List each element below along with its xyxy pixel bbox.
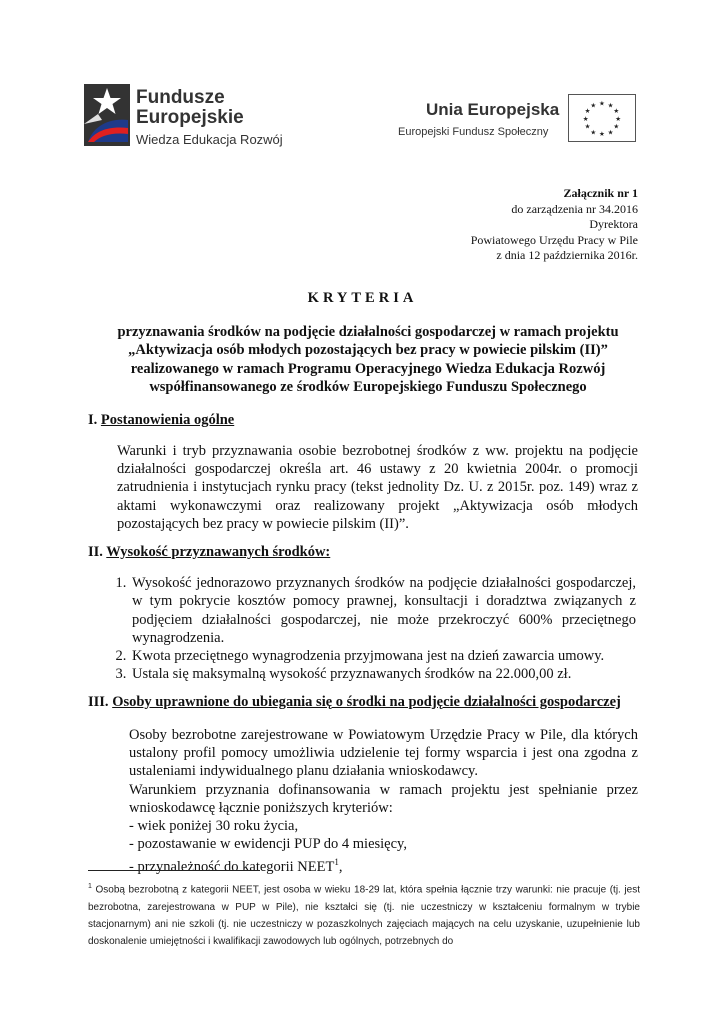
criteria-item: - wiek poniżej 30 roku życia, bbox=[129, 818, 299, 834]
section-number: III. bbox=[88, 694, 109, 710]
fe-star-mark-icon bbox=[84, 84, 130, 146]
subtitle-line: „Aktywizacja osób młodych pozostających bez pracy w powiecie pilskim (II)” bbox=[128, 342, 608, 359]
section-1-text: Warunki i tryb przyznawania osobie bezrobotnej środków z ww. projektu na podjęcie działalności gospodarczej określa art. 46 ustawy z 20 kwietnia 2004r. o promocji zatrudnienia i instytucjach rynku pracy (tekst jednolity Dz. U. z 2015r. poz. 149) wraz z aktami wykonawczymi oraz realizowany projekt „Aktywizacja osób młodych pozostających bez pracy w powiecie pilskim (II)”. bbox=[117, 443, 638, 532]
criteria-item: - pozostawanie w ewidencji PUP do 4 miesięcy, bbox=[129, 836, 407, 852]
subtitle-line: realizowanego w ramach Programu Operacyjnego Wiedza Edukacja Rozwój bbox=[130, 360, 606, 377]
svg-text:★: ★ bbox=[607, 102, 614, 110]
section-title: Osoby uprawnione do ubiegania się o środki na podjęcie działalności gospodarczej bbox=[112, 694, 621, 710]
footnote bbox=[88, 878, 640, 950]
annex-block bbox=[471, 186, 638, 264]
section-number: I. bbox=[88, 412, 98, 428]
ue-logo-line1: Unia Europejska bbox=[426, 100, 560, 119]
footnote-text: Osobą bezrobotną z kategorii NEET, jest osoba w wieku 18-29 lat, która spełnia łącznie trzy warunki: nie pracuje (tj. jest bezrobotna, zarejestrowana w PUP w Pile), nie kształci się (tj. nie uczestniczy w kształceniu formalnym w trybie stacjonarnym) ani nie szkoli (tj. nie uczestniczy w pozaszkolnych zajęciach mających na celu uzyskanie, uzupełnienie lub doskonalenie umiejętności i kwalifikacji zawodowych lub ogólnych, potrzebnych do bbox=[88, 884, 640, 947]
annex-line: z dnia 12 października 2016r. bbox=[496, 248, 638, 262]
list-item: 2. Kwota przeciętnego wynagrodzenia przyjmowana jest na dzień zawarcia umowy. bbox=[130, 647, 636, 665]
svg-text:★: ★ bbox=[599, 131, 605, 139]
annex-line: Dyrektora bbox=[589, 217, 638, 231]
section-2-list bbox=[88, 574, 636, 684]
criteria-item-end: , bbox=[338, 858, 343, 875]
document-subtitle bbox=[88, 323, 648, 397]
fundusze-europejskie-logo bbox=[84, 84, 284, 154]
section-1-heading bbox=[88, 412, 234, 429]
svg-text:★: ★ bbox=[615, 115, 622, 123]
list-item: 1. Wysokość jednorazowo przyznanych środków na podjęcie działalności gospodarczej, w tym pokrycie kosztów pomocy prawnej, konsultacji i doradztwa związanych z podjęciem działalności gospodarczej, nie może przekroczyć 600% przeciętnego wynagrodzenia. bbox=[130, 574, 636, 647]
unia-europejska-logo bbox=[398, 94, 638, 146]
list-item: 3. Ustala się maksymalną wysokość przyznawanych środków na 22.000,00 zł. bbox=[130, 665, 636, 683]
svg-text:★: ★ bbox=[607, 129, 614, 137]
svg-text:★: ★ bbox=[584, 108, 591, 116]
criteria-item bbox=[129, 853, 342, 876]
section-3-para2: Warunkiem przyznania dofinansowania w ramach projektu jest spełnianie przez wnioskodawcę łącznie poniższych kryteriów: bbox=[129, 782, 638, 817]
svg-text:★: ★ bbox=[613, 108, 620, 116]
section-3-heading bbox=[88, 694, 621, 711]
subtitle-line: przyznawania środków na podjęcie działalności gospodarczej w ramach projektu bbox=[117, 324, 619, 340]
annex-title: Załącznik nr 1 bbox=[563, 186, 638, 200]
criteria-item-text: - przynależność do kategorii NEET bbox=[129, 858, 335, 875]
subtitle-line: współfinansowanego ze środków Europejskiego Funduszu Społecznego bbox=[149, 379, 587, 396]
annex-line: Powiatowego Urzędu Pracy w Pile bbox=[470, 232, 638, 247]
section-title: Wysokość przyznawanych środków: bbox=[106, 544, 331, 560]
svg-text:★: ★ bbox=[584, 123, 591, 131]
eu-flag-icon bbox=[568, 94, 636, 142]
fe-logo-line3: Wiedza Edukacja Rozwój bbox=[136, 132, 283, 147]
svg-text:★: ★ bbox=[613, 123, 620, 131]
fe-logo-line2: Europejskie bbox=[136, 107, 244, 128]
svg-text:★: ★ bbox=[590, 129, 597, 137]
svg-text:★: ★ bbox=[582, 115, 589, 123]
section-title: Postanowienia ogólne bbox=[100, 412, 235, 428]
section-3-para1: Osoby bezrobotne zarejestrowane w Powiatowym Urzędzie Pracy w Pile, dla których ustalony profil pomocy umożliwia udzielenie tej formy wsparcia i jest ona zgodna z ustaleniami indywidualnego planu działania wnioskodawcy. bbox=[129, 727, 638, 780]
section-number: II. bbox=[88, 544, 103, 560]
footnote-number: 1 bbox=[88, 883, 92, 890]
section-2-heading bbox=[88, 544, 330, 561]
footnote-ref: 1 bbox=[334, 857, 339, 867]
svg-text:★: ★ bbox=[590, 102, 597, 110]
svg-text:★: ★ bbox=[599, 100, 605, 108]
annex-line: do zarządzenia nr 34.2016 bbox=[511, 201, 638, 216]
footnote-divider bbox=[88, 870, 260, 871]
fe-logo-line1: Fundusze bbox=[136, 87, 225, 108]
ue-logo-line2: Europejski Fundusz Społeczny bbox=[398, 126, 549, 138]
document-title: KRYTERIA bbox=[307, 290, 418, 306]
